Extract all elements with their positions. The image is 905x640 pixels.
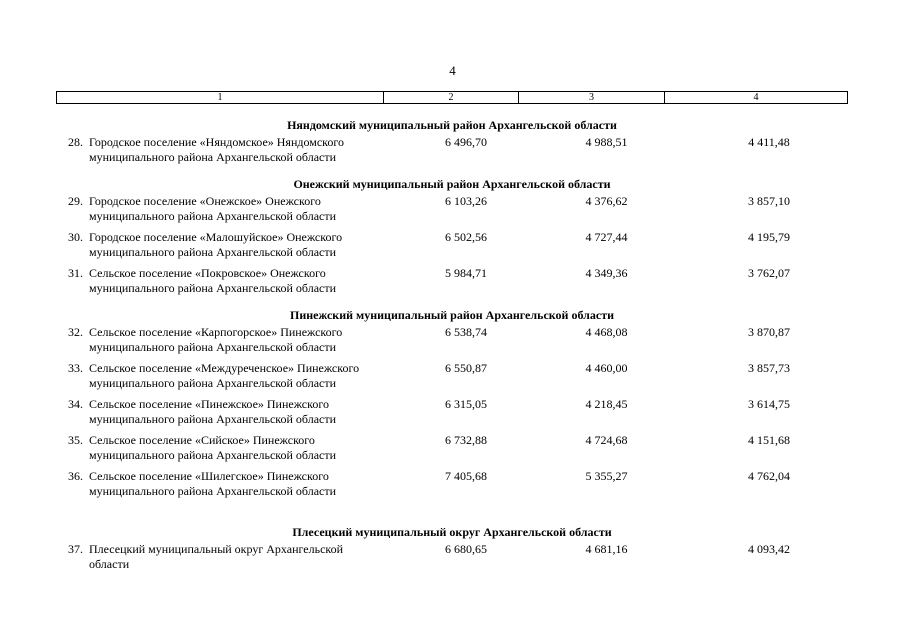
row-name: Городское поселение «Онежское» Онежского муниципального района Архангельской области <box>89 194 337 223</box>
row-value-col4: 4 093,42 <box>748 542 790 556</box>
row-value-col3: 4 681,16 <box>585 542 628 556</box>
row-number: 35. <box>68 433 83 447</box>
row-value-col2: 5 984,71 <box>445 266 487 280</box>
row-value-col4: 3 857,73 <box>748 361 790 375</box>
row-name: Городское поселение «Малошуйское» Онежского муниципального района Архангельской области <box>89 230 343 259</box>
table-row <box>56 542 848 578</box>
row-value-col2: 6 538,74 <box>445 325 487 339</box>
row-value-col3: 4 988,51 <box>585 135 628 149</box>
section-title: Онежский муниципальный район Архангельской области <box>293 177 611 191</box>
section-title: Плесецкий муниципальный округ Архангельской области <box>292 525 612 539</box>
row-number: 28. <box>68 135 83 149</box>
row-value-col3: 4 460,00 <box>585 361 628 375</box>
row-value-col3: 4 376,62 <box>585 194 628 208</box>
row-name: Сельское поселение «Покровское» Онежского муниципального района Архангельской области <box>89 266 337 295</box>
section-nyandoma <box>56 117 848 171</box>
row-value-col3: 5 355,27 <box>585 469 628 483</box>
row-number: 30. <box>68 230 83 244</box>
section-pinega <box>56 307 848 505</box>
row-value-col4: 3 762,07 <box>748 266 790 280</box>
section-title: Няндомский муниципальный район Архангельской области <box>287 118 617 132</box>
table-row <box>56 266 848 302</box>
row-name: Сельское поселение «Карпогорское» Пинежского муниципального района Архангельской области <box>89 325 343 354</box>
table-row <box>56 433 848 469</box>
row-value-col2: 7 405,68 <box>445 469 487 483</box>
row-name: Сельское поселение «Пинежское» Пинежского муниципального района Архангельской области <box>89 397 337 426</box>
section-onega <box>56 176 848 302</box>
row-number: 32. <box>68 325 83 339</box>
row-value-col2: 6 732,88 <box>445 433 487 447</box>
table-row <box>56 469 848 505</box>
row-value-col4: 4 762,04 <box>748 469 790 483</box>
table-row <box>56 397 848 433</box>
table-row <box>56 361 848 397</box>
row-value-col3: 4 468,08 <box>585 325 628 339</box>
section-plesetsk <box>56 524 848 578</box>
row-value-col2: 6 315,05 <box>445 397 487 411</box>
row-value-col4: 4 195,79 <box>748 230 790 244</box>
document-body <box>56 117 848 578</box>
row-value-col2: 6 550,87 <box>445 361 487 375</box>
table-row <box>56 325 848 361</box>
section-title: Пинежский муниципальный район Архангельской области <box>289 308 615 322</box>
row-value-col4: 4 151,68 <box>748 433 790 447</box>
row-value-col3: 4 218,45 <box>585 397 628 411</box>
row-value-col4: 3 614,75 <box>748 397 790 411</box>
table-row <box>56 230 848 266</box>
table-row <box>56 194 848 230</box>
column-number-header <box>56 91 848 104</box>
row-name: Плесецкий муниципальный округ Архангельской области <box>89 542 344 571</box>
row-name: Сельское поселение «Сийское» Пинежского муниципального района Архангельской области <box>89 433 337 462</box>
row-name: Сельское поселение «Междуреченское» Пинежского муниципального района Архангельской области <box>89 361 360 390</box>
header-column-4: 4 <box>664 92 847 103</box>
row-value-col4: 4 411,48 <box>748 135 790 149</box>
header-column-2: 2 <box>383 92 518 103</box>
row-value-col4: 3 857,10 <box>748 194 790 208</box>
header-column-3: 3 <box>518 92 664 103</box>
row-number: 36. <box>68 469 83 483</box>
row-number: 34. <box>68 397 83 411</box>
row-value-col2: 6 103,26 <box>445 194 487 208</box>
row-number: 37. <box>68 542 83 556</box>
row-number: 33. <box>68 361 83 375</box>
header-column-1: 1 <box>217 92 223 103</box>
row-value-col2: 6 680,65 <box>445 542 487 556</box>
row-number: 31. <box>68 266 83 280</box>
row-name: Сельское поселение «Шилегское» Пинежского муниципального района Архангельской области <box>89 469 337 498</box>
row-value-col3: 4 727,44 <box>585 230 628 244</box>
row-number: 29. <box>68 194 83 208</box>
table-row <box>56 135 848 171</box>
row-value-col2: 6 496,70 <box>445 135 487 149</box>
row-value-col3: 4 349,36 <box>585 266 628 280</box>
row-value-col3: 4 724,68 <box>585 433 628 447</box>
row-value-col4: 3 870,87 <box>748 325 790 339</box>
page-number: 4 <box>449 63 456 78</box>
row-name: Городское поселение «Няндомское» Няндомского муниципального района Архангельской области <box>89 135 345 164</box>
row-value-col2: 6 502,56 <box>445 230 487 244</box>
